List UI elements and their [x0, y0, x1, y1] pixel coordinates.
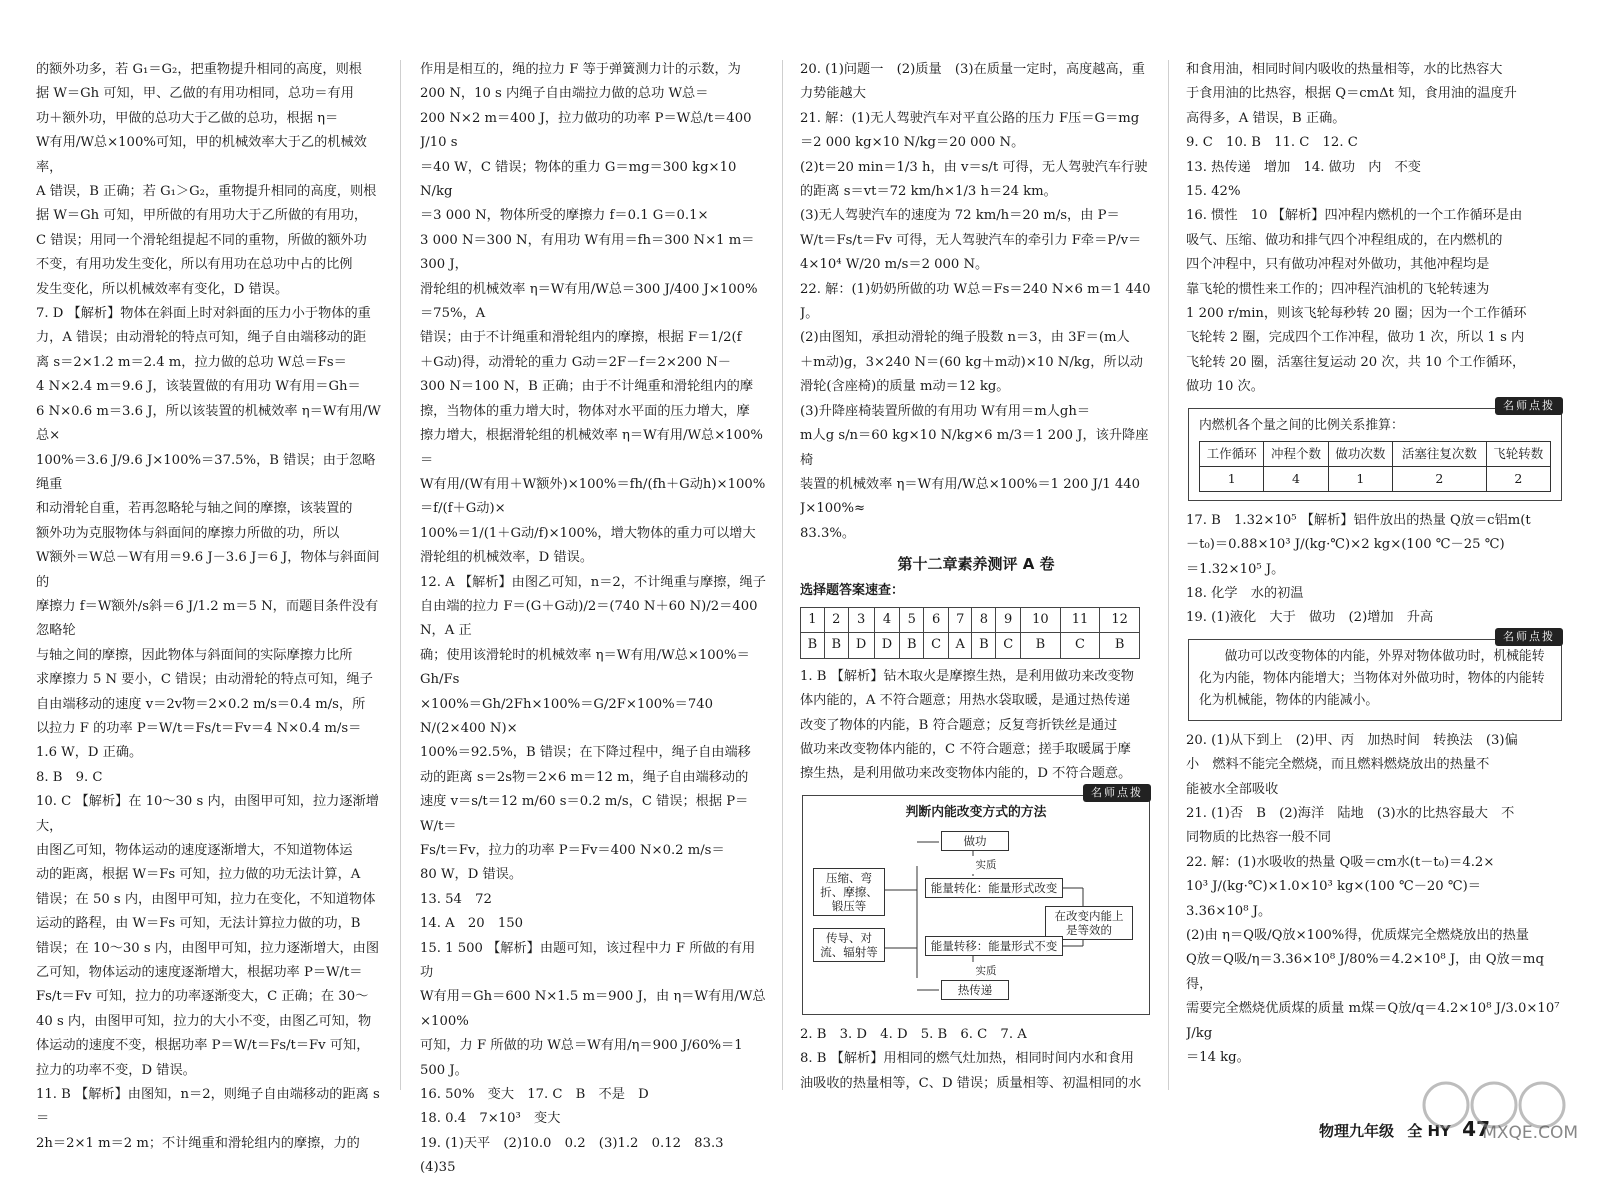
- column-3: [800, 58, 1152, 1096]
- text-line: 据 W＝Gh 可知，甲、乙做的有用功相同，总功＝有用: [36, 86, 354, 102]
- text-line: W有用/W总×100%可知，甲的机械效率大于乙的机械效率，: [36, 135, 367, 175]
- answer-value-cell: D: [848, 633, 874, 658]
- text-line: (3)升降座椅装置所做的有用功 W有用＝m人gh＝: [800, 403, 1091, 419]
- text-line: 体内能的，A 不符合题意；用热水袋取暖，是通过热传递: [800, 693, 1131, 709]
- text-line: 可知，力 F 所做的功 W总＝W有用/η＝900 J/60%＝1 500 J。: [420, 1038, 743, 1078]
- text-line: 18. 0.4 7×10³ 变大: [420, 1111, 561, 1127]
- text-line: 力，A 错误；由动滑轮的特点可知，绳子自由端移动的距: [36, 330, 367, 346]
- answer-value-cell: C: [924, 633, 949, 658]
- ratio-value-row: [1200, 466, 1551, 491]
- tip-box-internal-energy: [802, 785, 1150, 1015]
- text-line: 求摩擦力 5 N 要小，C 错误；由动滑轮的特点可知，绳子: [36, 672, 373, 688]
- text-line: 4 N×2.4 m＝9.6 J，该装置做的有用功 W有用＝Gh＝: [36, 379, 361, 395]
- text-line: ＋m动)g，3×240 N＝(60 kg＋m动)×10 N/kg，所以动: [800, 354, 1143, 370]
- answer-subtitle: 选择题答案速查：: [800, 582, 905, 598]
- tip-box-work-energy: [1188, 629, 1562, 721]
- answer-value-cell: C: [996, 633, 1021, 658]
- answer-row-numbers: [801, 607, 1140, 632]
- text-line: 力势能越大: [800, 86, 866, 102]
- ratio-header-cell: 冲程个数: [1264, 441, 1328, 466]
- text-line: 错误；由于不计绳重和滑轮组内的摩擦，根据 F＝1/2(f: [420, 330, 742, 346]
- answer-row-values: [801, 633, 1140, 658]
- node-transfer: 能量转移：能量形式不变: [925, 936, 1063, 956]
- text-line: 高得多，A 错误，B 正确。: [1186, 110, 1346, 126]
- text-line: ＋G动)得，动滑轮的重力 G动＝2F－f＝2×200 N－: [420, 354, 731, 370]
- ratio-header-cell: 飞轮转数: [1486, 441, 1550, 466]
- column-1: [36, 58, 386, 1156]
- text-line: A 错误，B 正确；若 G₁＞G₂，重物提升相同的高度，则根: [36, 184, 377, 200]
- text-line: 和动滑轮自重，若再忽略轮与轴之间的摩擦，该装置的: [36, 501, 353, 517]
- answer-number-cell: 1: [801, 607, 825, 632]
- text-line: (3)无人驾驶汽车的速度为 72 km/h＝20 m/s，由 P＝: [800, 208, 1120, 224]
- answer-value-cell: B: [972, 633, 996, 658]
- node-essence-1: 实质: [963, 856, 1009, 874]
- text-line: 滑轮组的机械效率，D 错误。: [420, 550, 594, 566]
- text-line: 40 s 内，由图甲可知，拉力的大小不变，由图乙可知，物: [36, 1013, 372, 1029]
- col3a-lines: [800, 58, 1152, 546]
- text-line: 做功来改变物体内能的，C 不符合题意；搓手取暖属于摩: [800, 741, 1131, 757]
- text-line: 8. B 【解析】用相同的燃气灶加热，相同时间内水和食用: [800, 1051, 1134, 1067]
- text-line: 小 燃料不能完全燃烧，而且燃料燃烧放出的热量不: [1186, 757, 1490, 773]
- node-compress: 压缩、弯折、摩擦、锻压等: [813, 868, 885, 916]
- text-line: 需要完全燃烧优质煤的质量 m煤＝Q放/q＝4.2×10⁸ J/3.0×10⁷ J/kg: [1186, 1001, 1560, 1041]
- text-line: 功＋额外功，甲做的总功大于乙做的总功，根据 η＝: [36, 110, 339, 126]
- text-line: 擦，当物体的重力增大时，物体对水平面的压力增大，摩: [420, 403, 750, 419]
- text-line: 四个冲程中，只有做功冲程对外做功，其他冲程均是: [1186, 257, 1490, 273]
- text-line: 靠飞轮的惯性来工作的；四冲程汽油机的飞轮转速为: [1186, 281, 1490, 297]
- text-line: (2)t＝20 min＝1/3 h，由 v＝s/t 可得，无人驾驶汽车行驶: [800, 159, 1148, 175]
- text-line: 7. D 【解析】物体在斜面上时对斜面的压力小于物体的重: [36, 306, 371, 322]
- ratio-header-cell: 活塞往复次数: [1393, 441, 1487, 466]
- text-line: 自由端的拉力 F＝(G＋G动)/2＝(740 N＋60 N)/2＝400 N，A 正: [420, 598, 758, 639]
- text-line: 飞轮转 20 圈，活塞往复运动 20 次，共 10 个工作循环，: [1186, 354, 1526, 370]
- text-line: 100%＝1/(1＋G动/f)×100%，增大物体的重力可以增大: [420, 525, 756, 541]
- text-line: 12. A 【解析】由图乙可知，n＝2，不计绳重与摩擦，绳子: [420, 574, 766, 590]
- text-line: 19. (1)天平 (2)10.0 0.2 (3)1.2 0.12 83.3: [420, 1135, 724, 1151]
- text-line: 8. B 9. C: [36, 769, 103, 785]
- col4b-lines: [1186, 509, 1564, 631]
- col1-lines: [36, 58, 386, 1156]
- text-line: 装置的机械效率 η＝W有用/W总×100%＝1 200 J/1 440 J×100%≈: [800, 476, 1141, 517]
- text-line: 拉力的功率不变，D 错误。: [36, 1062, 196, 1078]
- answer-number-cell: 5: [900, 607, 924, 632]
- text-line: (2)由图知，承担动滑轮的绳子股数 n＝3，由 3F＝(m人: [800, 330, 1130, 346]
- text-line: 100%＝92.5%，B 错误；在下降过程中，绳子自由端移: [420, 745, 751, 761]
- node-work: 做功: [941, 831, 1009, 851]
- text-line: 滑轮(含座椅)的质量 m动＝12 kg。: [800, 379, 1010, 395]
- answer-number-cell: 4: [874, 607, 900, 632]
- text-line: 于食用油的比热容，根据 Q＝cmΔt 知，食用油的温度升: [1186, 86, 1517, 102]
- column-divider: [400, 60, 401, 1090]
- text-line: 能被水全部吸收: [1186, 781, 1279, 797]
- answer-value-cell: B: [1100, 633, 1140, 658]
- node-heat-transfer: 热传递: [941, 980, 1009, 1000]
- text-line: ×100%＝Gh/2Fh×100%＝G/2F×100%＝740 N/(2×400 N)×: [420, 696, 714, 736]
- text-line: 确；使用该滑轮时的机械效率 η＝W有用/W总×100%＝Gh/Fs: [420, 647, 750, 688]
- text-line: 300 N＝100 N，B 正确；由于不计绳重和滑轮组内的摩: [420, 379, 754, 395]
- text-line: 乙可知，物体运动的速度逐渐增大，根据功率 P＝W/t＝: [36, 965, 363, 981]
- answer-value-cell: A: [948, 633, 971, 658]
- answer-number-cell: 3: [848, 607, 874, 632]
- text-line: 21. 解：(1)无人驾驶汽车对平直公路的压力 F压＝G＝mg: [800, 110, 1140, 126]
- node-conduction: 传导、对流、辐射等: [813, 928, 885, 962]
- text-line: 速度 v＝s/t＝12 m/60 s＝0.2 m/s，C 错误；根据 P＝W/t＝: [420, 794, 749, 834]
- answer-value-cell: C: [1060, 633, 1100, 658]
- text-line: 1 200 r/min，则该飞轮每秒转 20 圈；因为一个工作循环: [1186, 306, 1527, 322]
- text-line: 运动的路程，由 W＝Fs 可知，无法计算拉力做的功，B: [36, 916, 361, 932]
- text-line: 15. 42%: [1186, 184, 1241, 200]
- col3c-lines: [800, 1023, 1152, 1096]
- column-divider: [1168, 60, 1169, 1090]
- text-line: (4)35: [420, 1160, 456, 1176]
- energy-diagram: [813, 828, 1139, 1006]
- text-line: (2)由 η＝Q吸/Q放×100%得，优质煤完全燃烧放出的热量: [1186, 927, 1529, 943]
- answer-number-cell: 7: [948, 607, 971, 632]
- text-line: Fs/t＝Fv 可知，拉力的功率逐渐变大，C 正确；在 30～: [36, 989, 369, 1005]
- col3b-lines: [800, 665, 1152, 787]
- ratio-value-cell: 4: [1264, 466, 1328, 491]
- text-line: 80 W，D 错误。: [420, 867, 523, 883]
- answer-number-cell: 8: [972, 607, 996, 632]
- answer-value-cell: B: [801, 633, 825, 658]
- text-line: 体运动的速度不变，根据功率 P＝W/t＝Fs/t＝Fv 可知，: [36, 1038, 370, 1054]
- text-line: 作用是相互的，绳的拉力 F 等于弹簧测力计的示数，为: [420, 62, 741, 77]
- ratio-value-cell: 1: [1200, 466, 1264, 491]
- text-line: 动的距离 s＝2s物＝2×6 m＝12 m，绳子自由端移动的: [420, 769, 749, 785]
- text-line: 21. (1)否 B (2)海洋 陆地 (3)水的比热容最大 不: [1186, 805, 1515, 821]
- text-line: m人g s/n＝60 kg×10 N/kg×6 m/3＝1 200 J，该升降座椅: [800, 428, 1149, 468]
- ratio-value-cell: 2: [1393, 466, 1487, 491]
- column-4: [1186, 58, 1564, 1070]
- answer-number-cell: 6: [924, 607, 949, 632]
- tip-tag: 名师点拨: [1495, 397, 1563, 415]
- text-line: 飞轮转 2 圈，完成四个工作冲程，做功 1 次，所以 1 s 内: [1186, 330, 1525, 346]
- ratio-header-cell: 做功次数: [1328, 441, 1392, 466]
- answer-value-cell: B: [824, 633, 848, 658]
- text-line: 16. 惯性 10 【解析】四冲程内燃机的一个工作循环是由: [1186, 208, 1523, 224]
- col2-lines: [420, 58, 768, 1181]
- node-conversion: 能量转化：能量形式改变: [925, 878, 1063, 898]
- text-line: 擦生热，是利用做功来改变物体内能的，D 不符合题意。: [800, 766, 1132, 782]
- text-line: 做功 10 次。: [1186, 379, 1264, 395]
- text-line: 发生变化，所以机械效率有变化，D 错误。: [36, 281, 289, 297]
- text-line: 以拉力 F 的功率 P＝W/t＝Fs/t＝Fv＝4 N×0.4 m/s＝: [36, 720, 362, 736]
- text-line: Q放＝Q吸/η＝3.36×10⁸ J/80%＝4.2×10⁸ J，由 Q放＝mq 得，: [1186, 952, 1544, 992]
- page-number: 47: [1462, 1117, 1490, 1141]
- ratio-header-row: [1200, 441, 1551, 466]
- text-line: －t₀)＝0.88×10³ J/(kg·℃)×2 kg×(100 ℃－25 ℃): [1186, 537, 1505, 553]
- ratio-table: [1199, 441, 1551, 492]
- tip-tag: 名师点拨: [1495, 628, 1563, 646]
- text-line: 13. 54 72: [420, 891, 492, 907]
- text-line: ＝3 000 N，物体所受的摩擦力 f＝0.1 G＝0.1×: [420, 208, 709, 224]
- text-line: 14. A 20 150: [420, 916, 524, 932]
- text-line: W/t＝Fs/t＝Fv 可得，无人驾驶汽车的牵引力 F牵＝P/v＝: [800, 232, 1142, 248]
- answer-number-cell: 2: [824, 607, 848, 632]
- text-line: ＝2 000 kg×10 N/kg＝20 000 N。: [800, 135, 1025, 151]
- text-line: Fs/t＝Fv，拉力的功率 P＝Fv＝400 N×0.2 m/s＝: [420, 843, 725, 858]
- text-line: 据 W＝Gh 可知，甲所做的有用功大于乙所做的有用功，: [36, 208, 368, 224]
- text-line: 额外功为克服物体与斜面间的摩擦力所做的功，所以: [36, 525, 340, 541]
- ratio-value-cell: 1: [1328, 466, 1392, 491]
- column-divider: [782, 60, 783, 1090]
- answer-number-cell: 9: [996, 607, 1021, 632]
- footer-subject: 物理九年级: [1319, 1122, 1395, 1140]
- section-title: 第十二章素养测评 A 卷: [897, 555, 1055, 574]
- answer-number-cell: 10: [1021, 607, 1061, 632]
- text-line: 100%＝3.6 J/9.6 J×100%＝37.5%，B 错误；由于忽略绳重: [36, 452, 376, 492]
- text-line: 4×10⁴ W/20 m/s＝2 000 N。: [800, 257, 989, 273]
- text-line: 与轴之间的摩擦，因此物体与斜面间的实际摩擦力比所: [36, 647, 353, 663]
- watermark-text: MXQE.COM: [1482, 1123, 1578, 1143]
- text-line: 19. (1)液化 大于 做功 (2)增加 升高: [1186, 610, 1434, 626]
- text-line: 1.6 W，D 正确。: [36, 745, 143, 761]
- text-line: 20. (1)从下到上 (2)甲、丙 加热时间 转换法 (3)偏: [1186, 732, 1518, 748]
- text-line: W额外＝W总－W有用＝9.6 J－3.6 J＝6 J，物体与斜面间的: [36, 550, 380, 590]
- text-line: 17. B 1.32×10⁵ 【解析】铝件放出的热量 Q放＝c铝m(t: [1186, 512, 1531, 528]
- text-line: 200 N，10 s 内绳子自由端拉力做的总功 W总＝: [420, 86, 709, 102]
- text-line: 2. B 3. D 4. D 5. B 6. C 7. A: [800, 1026, 1027, 1042]
- text-line: 的距离 s＝vt＝72 km/h×1/3 h＝24 km。: [800, 184, 1057, 200]
- text-line: 11. B 【解析】由图知，n＝2，则绳子自由端移动的距离 s＝: [36, 1087, 380, 1127]
- text-line: 擦力增大，根据滑轮组的机械效率 η＝W有用/W总×100%＝: [420, 428, 763, 468]
- text-line: 离 s＝2×1.2 m＝2.4 m，拉力做的总功 W总＝Fs＝: [36, 354, 347, 370]
- text-line: 错误；在 50 s 内，由图甲可知，拉力在变化，不知道物体: [36, 891, 376, 907]
- col4a-lines: [1186, 58, 1564, 400]
- answer-number-cell: 12: [1100, 607, 1140, 632]
- ratio-intro: 内燃机各个量之间的比例关系推算：: [1199, 417, 1404, 433]
- text-line: 10³ J/(kg·℃)×1.0×10³ kg×(100 ℃－20 ℃)＝: [1186, 879, 1481, 895]
- tip-tag: 名师点拨: [1083, 784, 1151, 802]
- text-line: 和食用油，相同时间内吸收的热量相等，水的比热容大: [1186, 62, 1503, 77]
- text-line: W有用＝Gh＝600 N×1.5 m＝900 J，由 η＝W有用/W总×100%: [420, 989, 766, 1029]
- column-2: [420, 58, 768, 1181]
- answer-value-cell: B: [900, 633, 924, 658]
- text-line: 自由端移动的速度 v＝2v物＝2×0.2 m/s＝0.4 m/s，所: [36, 696, 366, 712]
- text-line: 3 000 N＝300 N，有用功 W有用＝fh＝300 N×1 m＝300 J，: [420, 232, 755, 273]
- text-line: 200 N×2 m＝400 J，拉力做功的功率 P＝W总/t＝400 J/10 s: [420, 110, 752, 151]
- node-essence-2: 实质: [963, 962, 1009, 980]
- text-line: 摩擦力 f＝W额外/s斜＝6 J/1.2 m＝5 N，而题目条件没有忽略轮: [36, 598, 379, 639]
- text-line: 不变，有用功发生变化，所以有用功在总功中占的比例: [36, 257, 353, 273]
- text-line: 83.3%。: [800, 525, 856, 541]
- text-line: 由图乙可知，物体运动的速度逐渐增大，不知道物体运: [36, 843, 353, 858]
- text-line: 吸气、压缩、做功和排气四个冲程组成的，在内燃机的: [1186, 232, 1503, 248]
- text-line: 错误；在 10～30 s 内，由图甲可知，拉力逐渐增大，由图: [36, 940, 380, 956]
- text-line: 13. 热传递 增加 14. 做功 内 不变: [1186, 159, 1421, 175]
- text-line: 动的距离，根据 W＝Fs 可知，拉力做的功无法计算，A: [36, 867, 361, 883]
- text-line: 2h＝2×1 m＝2 m；不计绳重和滑轮组内的摩擦，力的: [36, 1135, 360, 1151]
- text-line: 6 N×0.6 m＝3.6 J，所以该装置的机械效率 η＝W有用/W总×: [36, 403, 381, 444]
- text-line: C 错误；用同一个滑轮组提起不同的重物，所做的额外功: [36, 232, 367, 248]
- text-line: 的额外功多，若 G₁＝G₂，把重物提升相同的高度，则根: [36, 62, 362, 77]
- answer-number-cell: 11: [1060, 607, 1100, 632]
- text-line: W有用/(W有用＋W额外)×100%＝fh/(fh＋G动h)×100%＝f/(f＋G动)×: [420, 476, 766, 517]
- tip-text: 做功可以改变物体的内能，外界对物体做功时，机械能转化为内能，物体内能增大；当物体对外做功时，物体的内能转化为机械能，物体的内能减小。: [1199, 648, 1545, 708]
- text-line: 同物质的比热容一般不同: [1186, 830, 1332, 846]
- text-line: 15. 1 500 【解析】由题可知，该过程中力 F 所做的有用功: [420, 940, 756, 981]
- text-line: 22. 解：(1)水吸收的热量 Q吸＝cm水(t－t₀)＝4.2×: [1186, 854, 1495, 870]
- text-line: 3.36×10⁸ J。: [1186, 903, 1272, 919]
- text-line: 1. B 【解析】钻木取火是摩擦生热，是利用做功来改变物: [800, 668, 1134, 684]
- text-line: ＝14 kg。: [1186, 1050, 1250, 1065]
- footer-edition: 全 HY: [1407, 1122, 1451, 1140]
- tip-box-engine-ratio: [1188, 398, 1562, 501]
- answer-table: [800, 607, 1140, 659]
- text-line: 22. 解：(1)奶奶所做的功 W总＝Fs＝240 N×6 m＝1 440 J。: [800, 281, 1151, 322]
- text-line: 18. 化学 水的初温: [1186, 585, 1304, 601]
- text-line: 20. (1)问题一 (2)质量 (3)在质量一定时，高度越高，重: [800, 62, 1145, 77]
- answer-value-cell: D: [874, 633, 900, 658]
- col4c-lines: [1186, 729, 1564, 1071]
- text-line: 改变了物体的内能，B 符合题意；反复弯折铁丝是通过: [800, 717, 1118, 733]
- text-line: 9. C 10. B 11. C 12. C: [1186, 135, 1358, 151]
- text-line: 油吸收的热量相等，C、D 错误；质量相等、初温相同的水: [800, 1075, 1142, 1091]
- tip-title: 判断内能改变方式的方法: [905, 804, 1047, 820]
- node-equivalent: 在改变内能上是等效的: [1045, 906, 1133, 940]
- answer-value-cell: B: [1021, 633, 1061, 658]
- text-line: ＝1.32×10⁵ J。: [1186, 561, 1285, 577]
- ratio-value-cell: 2: [1486, 466, 1550, 491]
- text-line: 16. 50% 变大 17. C B 不是 D: [420, 1087, 649, 1103]
- ratio-header-cell: 工作循环: [1200, 441, 1264, 466]
- text-line: 滑轮组的机械效率 η＝W有用/W总＝300 J/400 J×100%＝75%，A: [420, 281, 758, 322]
- text-line: 10. C 【解析】在 10～30 s 内，由图甲可知，拉力逐渐增大，: [36, 794, 379, 834]
- text-line: ＝40 W，C 错误；物体的重力 G＝mg＝300 kg×10 N/kg: [420, 159, 737, 200]
